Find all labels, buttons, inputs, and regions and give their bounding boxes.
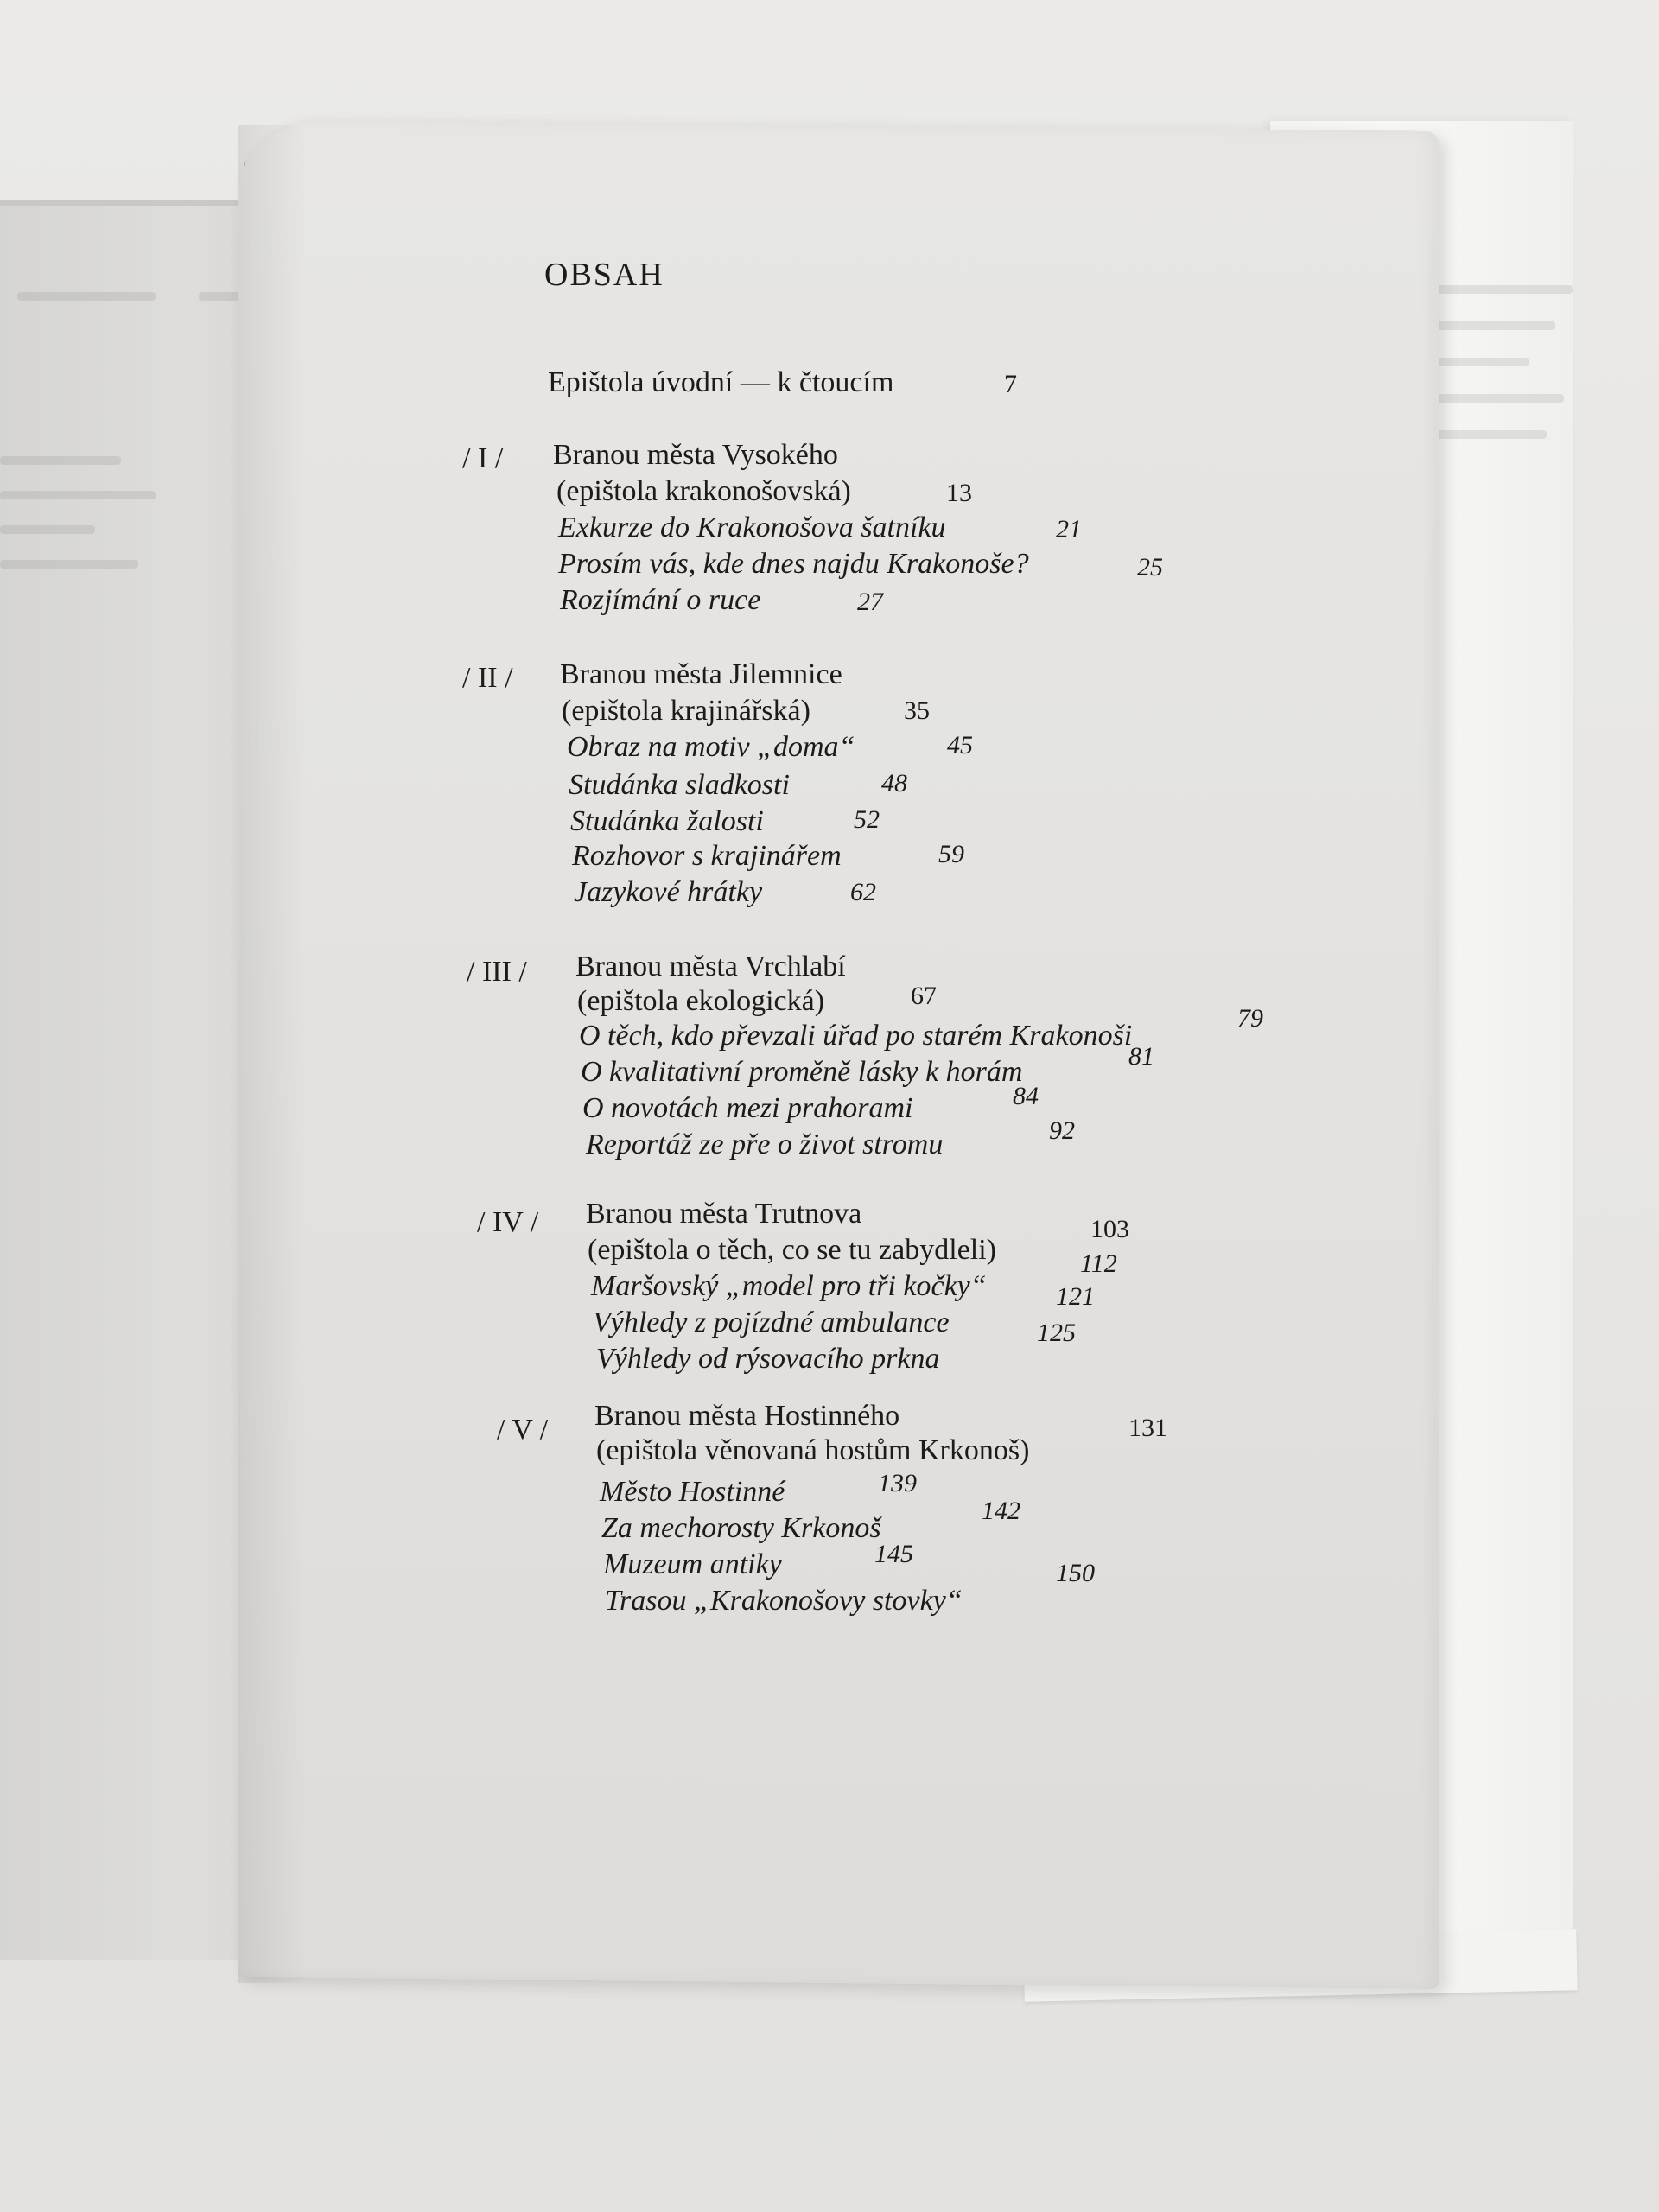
toc-item: Trasou „Krakonošovy stovky“ [605, 1585, 963, 1617]
section-number: / V / [497, 1414, 549, 1446]
toc-item-page: 92 [1049, 1116, 1075, 1145]
section-subtitle: (epištola krajinářská) [562, 695, 810, 727]
section-title: Branou města Trutnova [586, 1198, 862, 1230]
toc-item: Reportáž ze pře o život stromu [586, 1128, 944, 1160]
section-title: Branou města Jilemnice [560, 658, 842, 690]
toc-item: Obraz na motiv „doma“ [567, 731, 855, 763]
section-title: Branou města Hostinného [594, 1400, 900, 1432]
toc-item-page: 27 [857, 588, 883, 616]
toc-item-page: 59 [938, 840, 964, 868]
toc-item: Rozjímání o ruce [560, 584, 761, 616]
toc-item: Muzeum antiky [603, 1548, 782, 1580]
toc-item: Jazykové hrátky [574, 876, 763, 908]
section-subtitle: (epištola věnovaná hostům Krkonoš) [596, 1434, 1030, 1466]
section-number: / I / [462, 442, 504, 474]
toc-item: Prosím vás, kde dnes najdu Krakonoše? [558, 548, 1029, 580]
toc-item-page: 52 [854, 805, 880, 834]
section-number: / IV / [477, 1206, 539, 1238]
toc-item: Exkurze do Krakonošova šatníku [558, 512, 946, 543]
toc-item-page: 81 [1128, 1042, 1154, 1071]
toc-item: O těch, kdo převzali úřad po starém Krakonoši [579, 1020, 1133, 1052]
toc-item-page: 84 [1013, 1082, 1039, 1110]
toc-item: Město Hostinné [600, 1476, 785, 1508]
intro-title: Epištola úvodní — k čtoucím [548, 366, 894, 398]
section-subtitle-page: 67 [911, 982, 937, 1010]
toc-heading: OBSAH [544, 257, 664, 293]
toc-item-page: 125 [1037, 1319, 1076, 1347]
toc-item-page: 139 [878, 1469, 917, 1497]
toc-item: Studánka žalosti [570, 805, 764, 837]
section-title: Branou města Vysokého [553, 439, 838, 471]
section-subtitle: (epištola krakonošovská) [556, 475, 851, 507]
section-subtitle: (epištola ekologická) [577, 985, 825, 1017]
toc-item-page: 48 [881, 769, 907, 798]
toc-item-page: 145 [874, 1540, 913, 1568]
section-title: Branou města Vrchlabí [575, 950, 846, 982]
toc-item-page: 142 [982, 1497, 1020, 1525]
toc-item: Studánka sladkosti [569, 769, 790, 801]
intro-page: 7 [1004, 370, 1017, 398]
toc-item: O novotách mezi prahorami [582, 1092, 913, 1124]
toc-item-page: 25 [1137, 553, 1163, 582]
toc-item: Maršovský „model pro tři kočky“ [591, 1270, 987, 1302]
toc-item-page: 79 [1237, 1004, 1263, 1033]
toc-item: Rozhovor s krajinářem [572, 840, 842, 872]
section-number: / III / [467, 956, 527, 988]
section-subtitle: (epištola o těch, co se tu zabydleli) [588, 1234, 996, 1266]
section-subtitle-page: 13 [946, 479, 972, 507]
toc-item-page: 112 [1080, 1249, 1117, 1278]
toc-item: O kvalitativní proměně lásky k horám [581, 1056, 1023, 1088]
toc-item-page: 121 [1056, 1282, 1095, 1311]
toc-item-page: 45 [947, 731, 973, 760]
toc-item-page: 21 [1056, 515, 1082, 543]
toc-item: Výhledy z pojízdné ambulance [593, 1306, 950, 1338]
toc-item-page: 62 [850, 878, 876, 906]
section-subtitle-page: 35 [904, 696, 930, 725]
section-subtitle-page: 131 [1128, 1414, 1167, 1442]
toc-item-page: 150 [1056, 1559, 1095, 1587]
toc-item: Za mechorosty Krkonoš [601, 1512, 881, 1544]
section-number: / II / [462, 662, 513, 694]
section-subtitle-page: 103 [1090, 1215, 1129, 1243]
toc-item: Výhledy od rýsovacího prkna [596, 1343, 940, 1375]
